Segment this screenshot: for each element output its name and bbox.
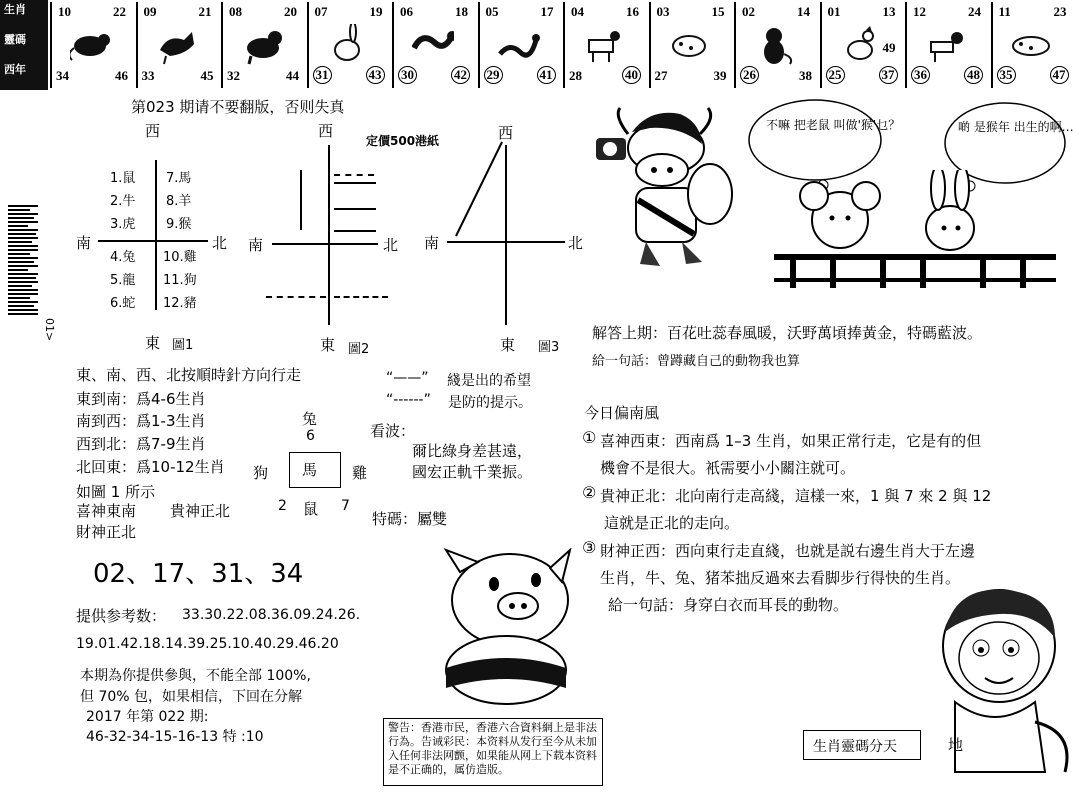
diagram3-caption: 圖3: [538, 340, 560, 355]
bottom-label: 生肖靈碼分天: [813, 739, 897, 755]
diagram1-vertical-line: [155, 160, 157, 310]
zodiac-number-top-left: 01: [827, 4, 841, 19]
diagram2-mark: [334, 208, 376, 210]
promise-line: 2017 年第 022 期:: [86, 709, 209, 725]
zodiac-strip: [0, 0, 1080, 92]
diagram2-north: 北: [383, 236, 399, 254]
rule-line: 如圖 1 所示: [76, 483, 156, 501]
main-numbers: 02、17、31、34: [93, 559, 304, 589]
promise-line: 46-32-34-15-16-13 特 :10: [86, 729, 264, 745]
legend-solid-mark: “——”: [386, 370, 429, 386]
diagram2-dashed-mark: [334, 296, 388, 298]
zodiac-number-top-right: 23: [1053, 4, 1067, 19]
notice-text: 第023 期请不要翻版，否则失真: [131, 98, 345, 116]
zodiac-number-bottom-left: 35: [997, 66, 1016, 84]
legend-dashed-mark: “------”: [386, 392, 431, 408]
side-label-2: 靈碼: [4, 33, 26, 46]
zodiac-number-top-right: 22: [113, 4, 126, 19]
zodiac-number-top-left: 02: [742, 4, 755, 19]
diagram3-diagonal-line: [450, 140, 510, 240]
zodiac-number-bottom-left: 31: [313, 66, 332, 84]
tema-text: 特碼：屬雙: [372, 510, 448, 528]
legend-dashed-text: 是防的提示。: [448, 395, 532, 411]
diagram1-item: 1.鼠: [110, 171, 136, 186]
zodiac-number-bottom-right: 46: [115, 68, 128, 83]
reference-label: 提供参考数：: [76, 607, 167, 625]
zodiac-number-top-left: 08: [229, 4, 242, 19]
diagram1-item: 8.羊: [166, 194, 192, 209]
rat-rabbit-cartoon-icon: [770, 170, 1060, 290]
rule-line: 財神正北: [76, 523, 137, 541]
diagram1-north: 北: [212, 234, 228, 252]
zodiac-number-bottom-right: 39: [713, 68, 727, 83]
rule-line: 喜神東南: [76, 502, 137, 520]
pig-cartoon-icon: [432, 548, 582, 708]
diagram1-south: 南: [76, 234, 92, 252]
zodiac-number-bottom-right: 43: [366, 66, 385, 84]
diagram2-mark: [334, 182, 376, 184]
kanbo-line1: 爾比綠身差甚遠，: [412, 442, 533, 460]
monkey-icon: [754, 24, 796, 66]
warning-box: 警告：香港市民，香港六合資料網上是非法行為。告诫彩民：本资料从发行至今从未加入任何非法网颤，如果能从网上下载本资料是不正确的，属仿造版。: [383, 718, 603, 786]
zodiac-number-top-left: 06: [400, 4, 413, 19]
diagram1-caption: 圖1: [172, 338, 194, 353]
diagram2-dashed-mark: [266, 296, 326, 298]
today-num-2: ②: [582, 483, 597, 502]
zodiac-number-bottom-left: 28: [569, 68, 582, 83]
zodiac-number-bottom-left: 29: [484, 66, 503, 84]
today-point-3: 財神正西：西向東行走直綫，也就是説右邊生肖大于左邊: [600, 542, 976, 560]
compass-top: 兔: [302, 410, 318, 428]
zodiac-cell: [221, 2, 301, 88]
diagram1-item: 4.兔: [110, 250, 136, 265]
zodiac-number-bottom-right: 37: [879, 66, 898, 84]
zodiac-number-bottom-left: 26: [740, 66, 759, 84]
zodiac-number-bottom-left: 33: [141, 68, 155, 83]
diagram1-east: 東: [145, 334, 161, 352]
zodiac-cell: [478, 2, 558, 88]
promise-line: 本期為你提供參與，不能全部 100%,: [80, 668, 311, 684]
legend-solid-text: 綫是出的希望: [447, 373, 531, 389]
diagram2-dashed-mark: [334, 174, 374, 176]
side-label-3: 西年: [4, 63, 26, 76]
zodiac-number-bottom-right: 48: [964, 66, 983, 84]
zodiac-number-bottom-right: 45: [200, 68, 214, 83]
diagram1-item: 3.虎: [110, 217, 136, 232]
compass-center: 馬: [302, 461, 318, 479]
zodiac-number-bottom-right: 38: [799, 68, 812, 83]
zodiac-number-top-left: 07: [314, 4, 328, 19]
tiger-icon: [241, 24, 283, 66]
reference-line2: 19.01.42.18.14.39.25.10.40.29.46.20: [76, 636, 339, 652]
compass-bottom: 鼠: [303, 500, 319, 518]
diagram1-item: 11.狗: [163, 273, 197, 288]
diagram3-south: 南: [424, 234, 440, 252]
rule-line: 東、南、西、北按順時針方向行走: [76, 366, 302, 384]
previous-answer: 解答上期：百花吐蕊春風暖，沃野萬頃捧黃金，特碼藍波。: [592, 324, 983, 342]
today-num-1: ①: [582, 428, 597, 447]
barcode-number: 01>: [43, 318, 56, 342]
diagram2-vertical-line: [328, 145, 330, 325]
bubble-right-text: 啲 是猴年 出生的啊…: [958, 120, 1074, 134]
zodiac-number-bottom-right: 41: [537, 66, 556, 84]
zodiac-number-top-right: 19: [369, 4, 383, 19]
diagram1-item: 12.豬: [163, 296, 197, 311]
today-point-2b: 這就是正北的走向。: [604, 514, 740, 532]
ox-icon: [156, 24, 198, 66]
compass-left: 狗: [253, 464, 269, 482]
goat-icon: [669, 24, 711, 66]
zodiac-number-top-right: 13: [882, 4, 896, 19]
today-title: 今日偏南風: [584, 404, 660, 422]
diagram1-item: 9.猴: [166, 217, 192, 232]
side-label-1: 生肖: [4, 3, 26, 16]
monkey-cartoon-icon: [915, 582, 1075, 787]
diagram2-east: 東: [320, 336, 336, 354]
zodiac-number-top-left: 04: [571, 4, 584, 19]
today-point-3b: 生肖，牛、兔、猪苯拙反過來去看脚步行得快的生肖。: [600, 569, 961, 587]
zodiac-number-top-right: 16: [626, 4, 639, 19]
zodiac-number-top-right: 24: [968, 4, 981, 19]
zodiac-cell: [734, 2, 814, 88]
previous-answer-hint: 給一句話：曾蹲藏自己的動物我也算: [592, 354, 801, 369]
zodiac-number-bottom-right: 42: [451, 66, 470, 84]
diagram2-caption: 圖2: [348, 342, 370, 357]
compass-bottom-right-number: 7: [341, 498, 350, 514]
today-num-3: ③: [582, 538, 597, 557]
compass-top-number: 6: [306, 428, 315, 444]
compass-right: 雞: [352, 464, 368, 482]
zodiac-cell: [50, 2, 130, 88]
zodiac-number-top-left: 09: [143, 4, 157, 19]
rule-line: 南到西：爲1-3生肖: [76, 412, 206, 430]
zodiac-number-top-left: 03: [656, 4, 670, 19]
diagram2-mark: [334, 230, 376, 232]
zodiac-number-top-right: 21: [198, 4, 212, 19]
diagram3-horizontal-line: [447, 241, 565, 243]
diagram1-item: 7.馬: [166, 171, 192, 186]
rule-line: 東到南：爲4-6生肖: [76, 390, 206, 408]
diagram1-item: 6.蛇: [110, 296, 136, 311]
zodiac-number-bottom-left: 34: [56, 68, 69, 83]
zodiac-number-bottom-right: 44: [286, 68, 299, 83]
zodiac-number-bottom-left: 32: [227, 68, 240, 83]
diagram1-item: 5.龍: [110, 273, 136, 288]
diagram1-west: 西: [145, 122, 161, 140]
rule-line: 西到北：爲7-9生肖: [76, 435, 206, 453]
diagram2-west: 西: [318, 122, 334, 140]
diagram1-item: 10.雞: [163, 250, 197, 265]
zodiac-cell: [820, 2, 900, 88]
zodiac-cell: [136, 2, 216, 88]
reference-line1: 33.30.22.08.36.09.24.26.: [182, 607, 361, 623]
zodiac-number-top-left: 12: [913, 4, 926, 19]
zodiac-number-bottom-left: 36: [911, 66, 930, 84]
diagram2-mark: [300, 170, 302, 230]
rule-line: 北回東：爲10-12生肖: [76, 458, 225, 476]
rabbit-icon: [327, 24, 369, 66]
kanbo-line2: 國宏正軌千業振。: [412, 463, 533, 481]
strip-side-label: [0, 0, 48, 90]
rule-line: 貴神正北: [170, 502, 231, 520]
zodiac-number-top-right: 14: [797, 4, 810, 19]
zodiac-number-bottom-left: 25: [826, 66, 845, 84]
diagram3-east: 東: [500, 336, 516, 354]
today-point-2: 貴神正北：北向南行走高綫，這樣一來，1 與 7 來 2 與 12: [600, 487, 992, 505]
today-point-1b: 機會不是很大。衹需要小小關注就可。: [600, 459, 856, 477]
diagram1-item: 2.牛: [110, 194, 136, 209]
zodiac-number-top-left: 05: [485, 4, 499, 19]
pig-icon: [1011, 24, 1053, 66]
price-label: 定價500港紙: [366, 134, 440, 148]
dragon-icon: [412, 24, 454, 66]
zodiac-cell: [392, 2, 472, 88]
diagram1-horizontal-line: [98, 240, 208, 242]
zodiac-number-bottom-right: 47: [1050, 66, 1069, 84]
bubble-left-text: 不嘛 把老鼠 叫做'猴'乜？: [766, 118, 901, 132]
zodiac-cell: [991, 2, 1071, 88]
zodiac-cell: [563, 2, 643, 88]
promise-line: 但 70% 包，如果相信，下回在分解: [80, 689, 303, 705]
today-point-1: 喜神西東：西南爲 1–3 生肖，如果正常行走，它是有的但: [600, 432, 982, 450]
zodiac-number-top-left: 11: [998, 4, 1011, 19]
diagram2-south: 南: [248, 236, 264, 254]
zodiac-number-top-right: 20: [284, 4, 297, 19]
bottom-char: 地: [948, 736, 964, 754]
rooster-icon: [840, 24, 882, 66]
zodiac-cell: [307, 2, 387, 88]
zodiac-number-top-right: 15: [711, 4, 725, 19]
zodiac-cell: [905, 2, 985, 88]
compass-bottom-left-number: 2: [278, 498, 287, 514]
horse-icon: [583, 24, 625, 66]
zodiac-cell: [649, 2, 729, 88]
zodiac-number-bottom-left: 30: [398, 66, 417, 84]
zodiac-number-top-right: 17: [540, 4, 554, 19]
today-hint: 給一句話：身穿白衣而耳長的動物。: [608, 596, 849, 614]
snake-icon: [498, 24, 540, 66]
dog-icon: [925, 24, 967, 66]
zodiac-number-top-right: 18: [455, 4, 468, 19]
zodiac-number-top-left: 10: [58, 4, 71, 19]
zodiac-number-bottom-left: 27: [654, 68, 668, 83]
zodiac-number-bottom-right: 40: [622, 66, 641, 84]
barcode: [8, 205, 42, 345]
diagram2-horizontal-line: [272, 243, 378, 245]
kanbo-label: 看波：: [370, 422, 416, 440]
zodiac-number-extra: 49: [882, 40, 896, 55]
ox-cartoon-icon: [590, 104, 740, 272]
diagram3-west: 西: [498, 124, 514, 142]
diagram3-north: 北: [568, 234, 584, 252]
rat-icon: [70, 24, 112, 66]
